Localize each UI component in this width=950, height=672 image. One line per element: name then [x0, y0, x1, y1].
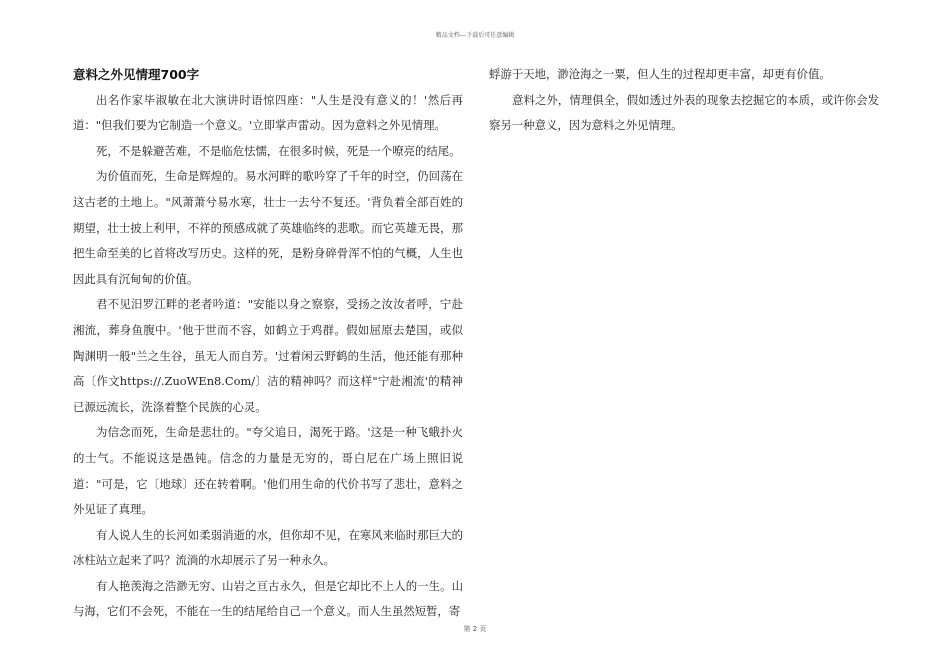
page-number: 第 2 页	[463, 625, 487, 633]
paragraph-7: 有人艳羡海之浩渺无穷、山岩之亘古永久，但是它却比不上人的一生。山与海，它们不会死，不能在一生的结尾给自己一个意义。而人生虽然短暂，寄	[73, 578, 463, 619]
paragraph-7-continuation: 蜉游于天地，渺沧海之一粟，但人生的过程却更丰富，却更有价值。	[489, 67, 831, 81]
left-column	[73, 62, 463, 625]
paragraph-8: 意料之外，情理俱全，假如透过外表的现象去挖掘它的本质，或许你会发察另一种意义，因为意料之外见情理。	[489, 92, 879, 133]
paragraph-3: 为价值而死，生命是辉煌的。易水河畔的歌吟穿了千年的时空，仍回荡在这古老的土地上。"风萧萧兮易水寒，壮士一去兮不复还。'背负着全部百姓的期望，壮士披上利甲，不祥的预感成就了英雄临终的悲歌。而它英雄无畏，那把生命至美的匕首将改写历史。这样的死，是粉身碎骨浑不怕的气概，人生也因此具有沉甸甸的价值。	[73, 169, 463, 286]
paragraph-1: 出名作家毕淑敏在北大演讲时语惊四座："人生是没有意义的！'然后再道："但我们要为它制造一个意义。'立即掌声雷动。因为意料之外见情理。	[73, 92, 463, 133]
paragraph-2: 死，不是躲避苦难，不是临危怯懦，在很多时候，死是一个嘹亮的结尾。	[96, 143, 461, 158]
page-header: 精品文档---下载后可任意编辑	[435, 32, 515, 39]
paragraph-5: 为信念而死，生命是悲壮的。"夸父追日，渴死于路。'这是一种飞蛾扑火的士气。不能说这是愚钝。信念的力量是无穷的，哥白尼在广场上照旧说道："可是，它〔地球〕还在转着啊。'他们用生命的代价书写了悲壮，意料之外见证了真理。	[73, 425, 463, 517]
paragraph-6: 有人说人生的长河如柔弱消逝的水，但你却不见，在寒风来临时那巨大的冰柱站立起来了吗？流淌的水却展示了另一种永久。	[73, 527, 463, 568]
article-title: 意料之外见情理700字	[73, 67, 200, 82]
paragraph-4: 君不见汨罗江畔的老者吟道："安能以身之察察，受扬之汝汝者呼，宁赴湘流，葬身鱼腹中。'他于世而不容，如鹤立于鸡群。假如屈原去楚国，或似陶渊明一般"兰之生谷，虽无人而自芳。'过着闲云野鹤的生活，他还能有那种高〔作文https://.ZuoWEn8.Com/〕洁的精神吗？而这样"宁赴湘流'的精神已源远流长，洗涤着整个民族的心灵。	[73, 297, 463, 414]
right-column	[489, 62, 879, 139]
